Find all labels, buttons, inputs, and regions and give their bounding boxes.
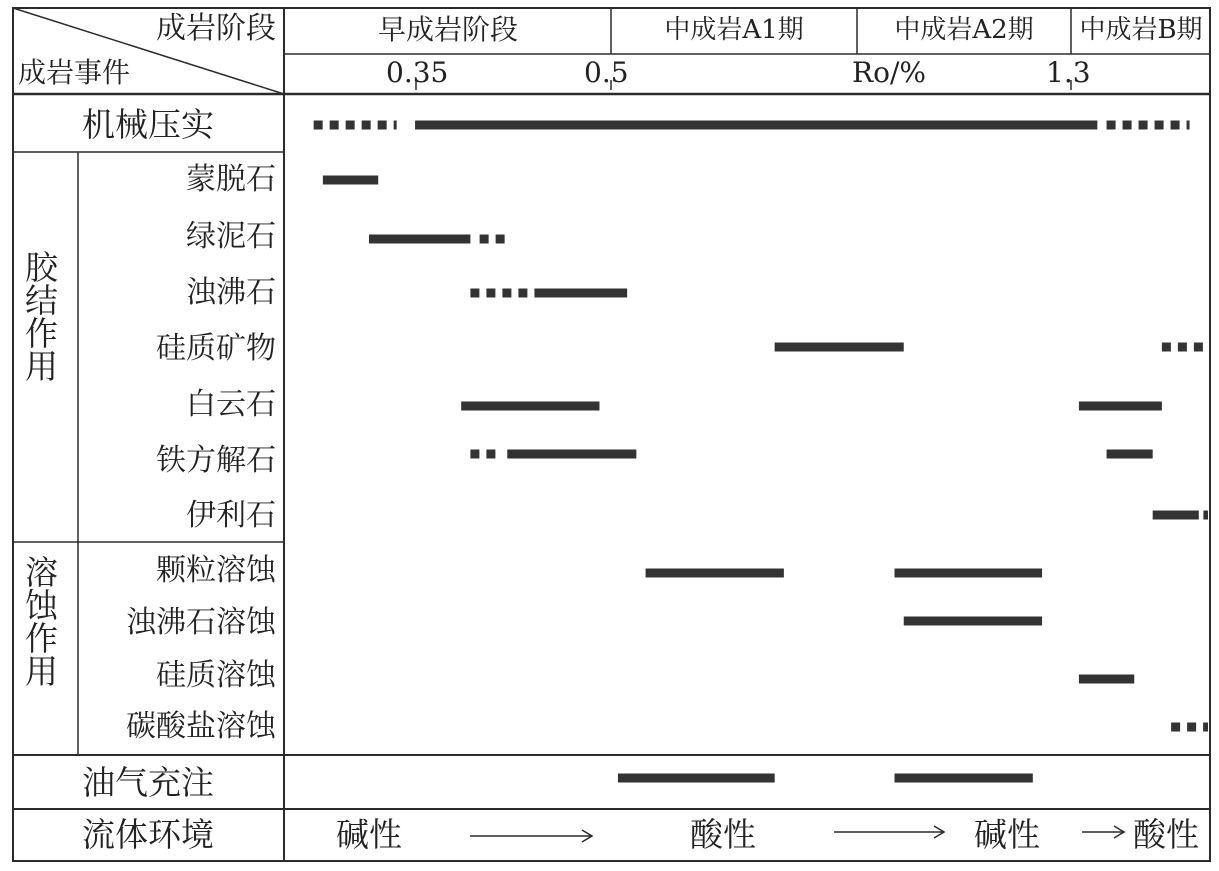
event-label: 油气充注: [82, 763, 214, 802]
event-label: 铁方解石: [156, 443, 276, 478]
event-label: 浊沸石: [186, 275, 276, 310]
ro-tick-05: 0.5: [584, 56, 629, 89]
ro-tick-035: 0.35: [386, 56, 449, 89]
event-label: 绿泥石: [186, 219, 276, 254]
stage-mid-b: 中成岩B期: [1079, 15, 1203, 45]
fluid-state: 碱性: [336, 815, 402, 854]
event-header-label: 成岩事件: [18, 56, 131, 89]
stage-mid-a2: 中成岩A2期: [894, 15, 1034, 45]
stage-early: 早成岩阶段: [377, 13, 518, 46]
fluid-state: 碱性: [974, 815, 1040, 854]
event-label: 颗粒溶蚀: [156, 553, 276, 588]
event-label: 碳酸盐溶蚀: [126, 709, 276, 744]
ro-axis-label: Ro/%: [852, 56, 926, 89]
outer-border: [13, 8, 1210, 861]
fluid-label: 流体环境: [82, 815, 214, 854]
event-label: 浊沸石溶蚀: [126, 605, 276, 640]
event-label: 蒙脱石: [186, 162, 276, 197]
fluid-state: 酸性: [1133, 815, 1199, 854]
event-label: 伊利石: [186, 498, 276, 533]
ro-tick-13: 1.3: [1046, 56, 1091, 89]
header-diagonal: [13, 8, 284, 94]
group-label-dissolution: 溶蚀作用: [20, 555, 59, 687]
event-label: 硅质矿物: [156, 331, 276, 366]
event-label: 硅质溶蚀: [156, 658, 276, 693]
event-label: 白云石: [186, 387, 276, 422]
event-label: 机械压实: [82, 105, 214, 144]
stage-mid-a1: 中成岩A1期: [664, 15, 804, 45]
group-label-cementation: 胶结作用: [20, 250, 59, 382]
fluid-state: 酸性: [690, 815, 756, 854]
stage-header-label: 成岩阶段: [156, 11, 276, 46]
